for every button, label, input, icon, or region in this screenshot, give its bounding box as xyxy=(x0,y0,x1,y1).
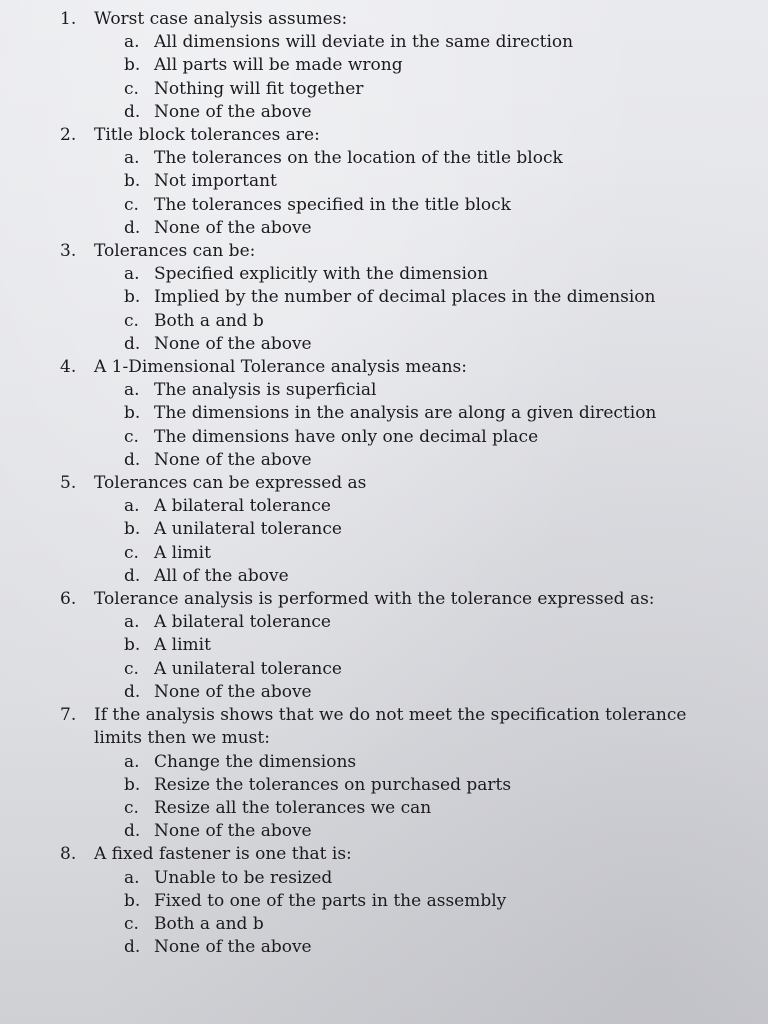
answer-option xyxy=(0,101,768,124)
question-stem xyxy=(0,124,768,147)
option-text: None of the above xyxy=(154,101,312,122)
question-stem xyxy=(0,240,768,263)
question-stem xyxy=(0,588,768,611)
answer-option xyxy=(0,402,768,425)
option-text: All dimensions will deviate in the same direction xyxy=(154,32,574,53)
question-text: Tolerances can be expressed as xyxy=(94,473,367,494)
question-5 xyxy=(0,472,768,588)
answer-option xyxy=(0,565,768,588)
option-text: Resize the tolerances on purchased parts xyxy=(154,774,512,795)
option-letter: d. xyxy=(124,101,141,122)
answer-option xyxy=(0,751,768,774)
answer-option xyxy=(0,426,768,449)
option-text: The dimensions have only one decimal place xyxy=(154,426,539,447)
option-text: Implied by the number of decimal places in the dimension xyxy=(154,287,656,308)
option-letter: b. xyxy=(124,287,141,308)
answer-option xyxy=(0,797,768,820)
option-letter: a. xyxy=(124,867,140,888)
option-letter: c. xyxy=(124,658,139,679)
answer-option xyxy=(0,774,768,797)
question-text: A 1-Dimensional Tolerance analysis means: xyxy=(94,357,467,378)
option-text: A unilateral tolerance xyxy=(154,519,342,540)
option-text: A limit xyxy=(154,635,211,656)
option-text: Nothing will fit together xyxy=(154,78,364,99)
option-text: Specified explicitly with the dimension xyxy=(154,264,489,285)
answer-option xyxy=(0,147,768,170)
answer-option xyxy=(0,449,768,472)
answer-option xyxy=(0,54,768,77)
option-letter: b. xyxy=(124,171,141,192)
option-letter: d. xyxy=(124,333,141,354)
option-letter: b. xyxy=(124,774,141,795)
option-letter: c. xyxy=(124,78,139,99)
option-text: None of the above xyxy=(154,937,312,958)
question-2 xyxy=(0,124,768,240)
option-letter: c. xyxy=(124,426,139,447)
option-text: The analysis is superficial xyxy=(154,380,377,401)
option-letter: c. xyxy=(124,194,139,215)
option-text: Change the dimensions xyxy=(154,751,357,772)
answer-option xyxy=(0,611,768,634)
option-letter: a. xyxy=(124,612,140,633)
question-number: 5. xyxy=(60,473,77,494)
option-letter: d. xyxy=(124,937,141,958)
answer-option xyxy=(0,518,768,541)
option-text: Both a and b xyxy=(154,310,264,331)
option-letter: d. xyxy=(124,821,141,842)
option-text: None of the above xyxy=(154,333,312,354)
question-number: 4. xyxy=(60,357,77,378)
option-letter: d. xyxy=(124,565,141,586)
option-letter: c. xyxy=(124,542,139,563)
answer-option xyxy=(0,913,768,936)
question-text: A fixed fastener is one that is: xyxy=(94,844,352,865)
question-6 xyxy=(0,588,768,704)
answer-option xyxy=(0,658,768,681)
question-stem xyxy=(0,843,768,866)
question-1 xyxy=(0,8,768,124)
option-text: All parts will be made wrong xyxy=(154,55,403,76)
option-letter: a. xyxy=(124,496,140,517)
answer-option xyxy=(0,495,768,518)
option-text: Fixed to one of the parts in the assembly xyxy=(154,890,507,911)
option-letter: d. xyxy=(124,449,141,470)
option-text: A unilateral tolerance xyxy=(154,658,342,679)
answer-option xyxy=(0,890,768,913)
option-text: Not important xyxy=(154,171,277,192)
answer-option xyxy=(0,379,768,402)
option-letter: b. xyxy=(124,519,141,540)
option-letter: a. xyxy=(124,380,140,401)
question-text: Tolerance analysis is performed with the tolerance expressed as: xyxy=(94,589,655,610)
question-number: 2. xyxy=(60,125,77,146)
option-text: Resize all the tolerances we can xyxy=(154,797,432,818)
question-number: 3. xyxy=(60,241,77,262)
option-letter: a. xyxy=(124,264,140,285)
question-8 xyxy=(0,843,768,959)
answer-option xyxy=(0,194,768,217)
answer-option xyxy=(0,867,768,890)
option-text: None of the above xyxy=(154,217,312,238)
answer-option xyxy=(0,681,768,704)
option-text: None of the above xyxy=(154,821,312,842)
question-4 xyxy=(0,356,768,472)
question-stem xyxy=(0,356,768,379)
option-letter: b. xyxy=(124,55,141,76)
option-letter: b. xyxy=(124,403,141,424)
question-stem xyxy=(0,704,768,750)
answer-option xyxy=(0,217,768,240)
option-text: A bilateral tolerance xyxy=(154,612,331,633)
answer-option xyxy=(0,634,768,657)
option-letter: c. xyxy=(124,797,139,818)
question-7 xyxy=(0,704,768,843)
answer-option xyxy=(0,286,768,309)
question-number: 7. xyxy=(60,705,77,726)
answer-option xyxy=(0,542,768,565)
answer-option xyxy=(0,78,768,101)
option-letter: c. xyxy=(124,913,139,934)
option-text: A bilateral tolerance xyxy=(154,496,331,517)
answer-option xyxy=(0,263,768,286)
quiz-question-list xyxy=(0,8,768,959)
answer-option xyxy=(0,310,768,333)
answer-option xyxy=(0,820,768,843)
question-text: Worst case analysis assumes: xyxy=(94,9,348,29)
option-letter: a. xyxy=(124,32,140,53)
question-text: Title block tolerances are: xyxy=(94,125,320,146)
question-stem xyxy=(0,8,768,31)
question-number: 6. xyxy=(60,589,77,610)
answer-option xyxy=(0,170,768,193)
option-text: All of the above xyxy=(154,565,289,586)
question-text: Tolerances can be: xyxy=(94,241,256,262)
option-text: The tolerances on the location of the title block xyxy=(154,148,563,169)
question-3 xyxy=(0,240,768,356)
option-text: A limit xyxy=(154,542,211,563)
option-letter: d. xyxy=(124,681,141,702)
option-text: Unable to be resized xyxy=(154,867,333,888)
option-letter: b. xyxy=(124,890,141,911)
question-stem xyxy=(0,472,768,495)
option-letter: c. xyxy=(124,310,139,331)
option-text: None of the above xyxy=(154,681,312,702)
option-text: The dimensions in the analysis are along a given direction xyxy=(154,403,657,424)
question-number: 1. xyxy=(60,9,77,29)
option-letter: a. xyxy=(124,148,140,169)
option-text: The tolerances specified in the title block xyxy=(154,194,511,215)
option-text: Both a and b xyxy=(154,913,264,934)
option-text: None of the above xyxy=(154,449,312,470)
question-number: 8. xyxy=(60,844,77,865)
answer-option xyxy=(0,333,768,356)
question-text: If the analysis shows that we do not meet the specification tolerance limits then we must: xyxy=(94,705,687,749)
option-letter: a. xyxy=(124,751,140,772)
answer-option xyxy=(0,31,768,54)
answer-option xyxy=(0,936,768,959)
option-letter: b. xyxy=(124,635,141,656)
option-letter: d. xyxy=(124,217,141,238)
